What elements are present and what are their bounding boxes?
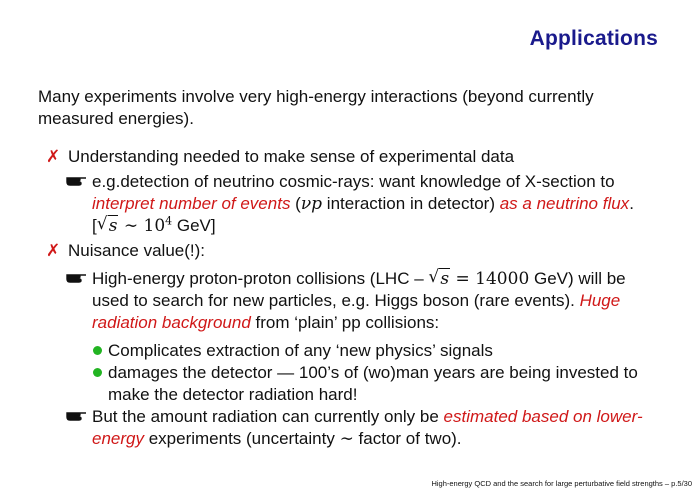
point-text: GeV) will be used to search for new particles, e.g. Higgs boson (rare events). — [92, 269, 626, 310]
point-text: . — [629, 194, 634, 213]
bullet-text: damages the detector — 100’s of (wo)man years are being invested to make the detector radiation hard! — [108, 363, 638, 404]
point-text: [ — [92, 216, 97, 235]
pointing-hand-icon — [66, 174, 88, 188]
math-expression: ∼ — [339, 429, 354, 449]
cross-mark-icon: ✗ — [46, 241, 61, 260]
exponent: 4 — [165, 214, 173, 228]
cross-mark-icon: ✗ — [46, 147, 61, 166]
slide-footer: High-energy QCD and the search for large perturbative field strengths – p.5/30 — [431, 479, 692, 488]
point-text: from ‘plain’ pp collisions: — [250, 313, 440, 332]
point-text: interaction in detector) — [322, 194, 500, 213]
section-1-point-text — [92, 171, 662, 237]
section-2-point-1-text — [92, 268, 662, 334]
math-expression: = 14000 — [450, 269, 530, 289]
point-text: ( — [290, 194, 301, 213]
math-expression: νp — [300, 194, 323, 214]
point-text: But the amount radiation can currently only be — [92, 407, 444, 426]
sqrt-expression: √ s — [96, 214, 118, 236]
green-dot-icon — [93, 346, 102, 355]
sqrt-expression: √ s — [428, 267, 450, 289]
section-2-point-2-text — [92, 406, 662, 450]
bullet-text: Complicates extraction of any ‘new physics’ signals — [108, 341, 493, 360]
sqrt-operand: s — [440, 269, 450, 289]
point-text: factor of two). — [353, 429, 462, 448]
point-text: e.g.detection of neutrino cosmic-rays: want knowledge of X-section to — [92, 172, 615, 191]
point-text: GeV] — [172, 216, 216, 235]
green-dot-icon — [93, 368, 102, 377]
highlight-text: Huge radiation background — [92, 291, 621, 332]
pointing-hand-icon — [66, 271, 88, 285]
highlight-text: as a neutrino flux — [499, 194, 630, 213]
slide-title: Applications — [529, 27, 658, 50]
highlight-text: interpret number of events — [92, 194, 291, 213]
section-2-heading: Nuisance value(!): — [68, 241, 206, 260]
section-1-heading: Understanding needed to make sense of experimental data — [68, 147, 515, 166]
intro-paragraph: Many experiments involve very high-energy interactions (beyond currently measured energies). — [38, 87, 594, 128]
highlight-text: estimated based on lower-energy — [92, 407, 643, 448]
pointing-hand-icon — [66, 409, 88, 423]
point-text: experiments (uncertainty — [143, 429, 340, 448]
math-expression: ∼ 10 — [118, 216, 166, 236]
point-text: High-energy proton-proton collisions (LHC – — [92, 269, 429, 288]
sqrt-operand: s — [108, 216, 118, 236]
